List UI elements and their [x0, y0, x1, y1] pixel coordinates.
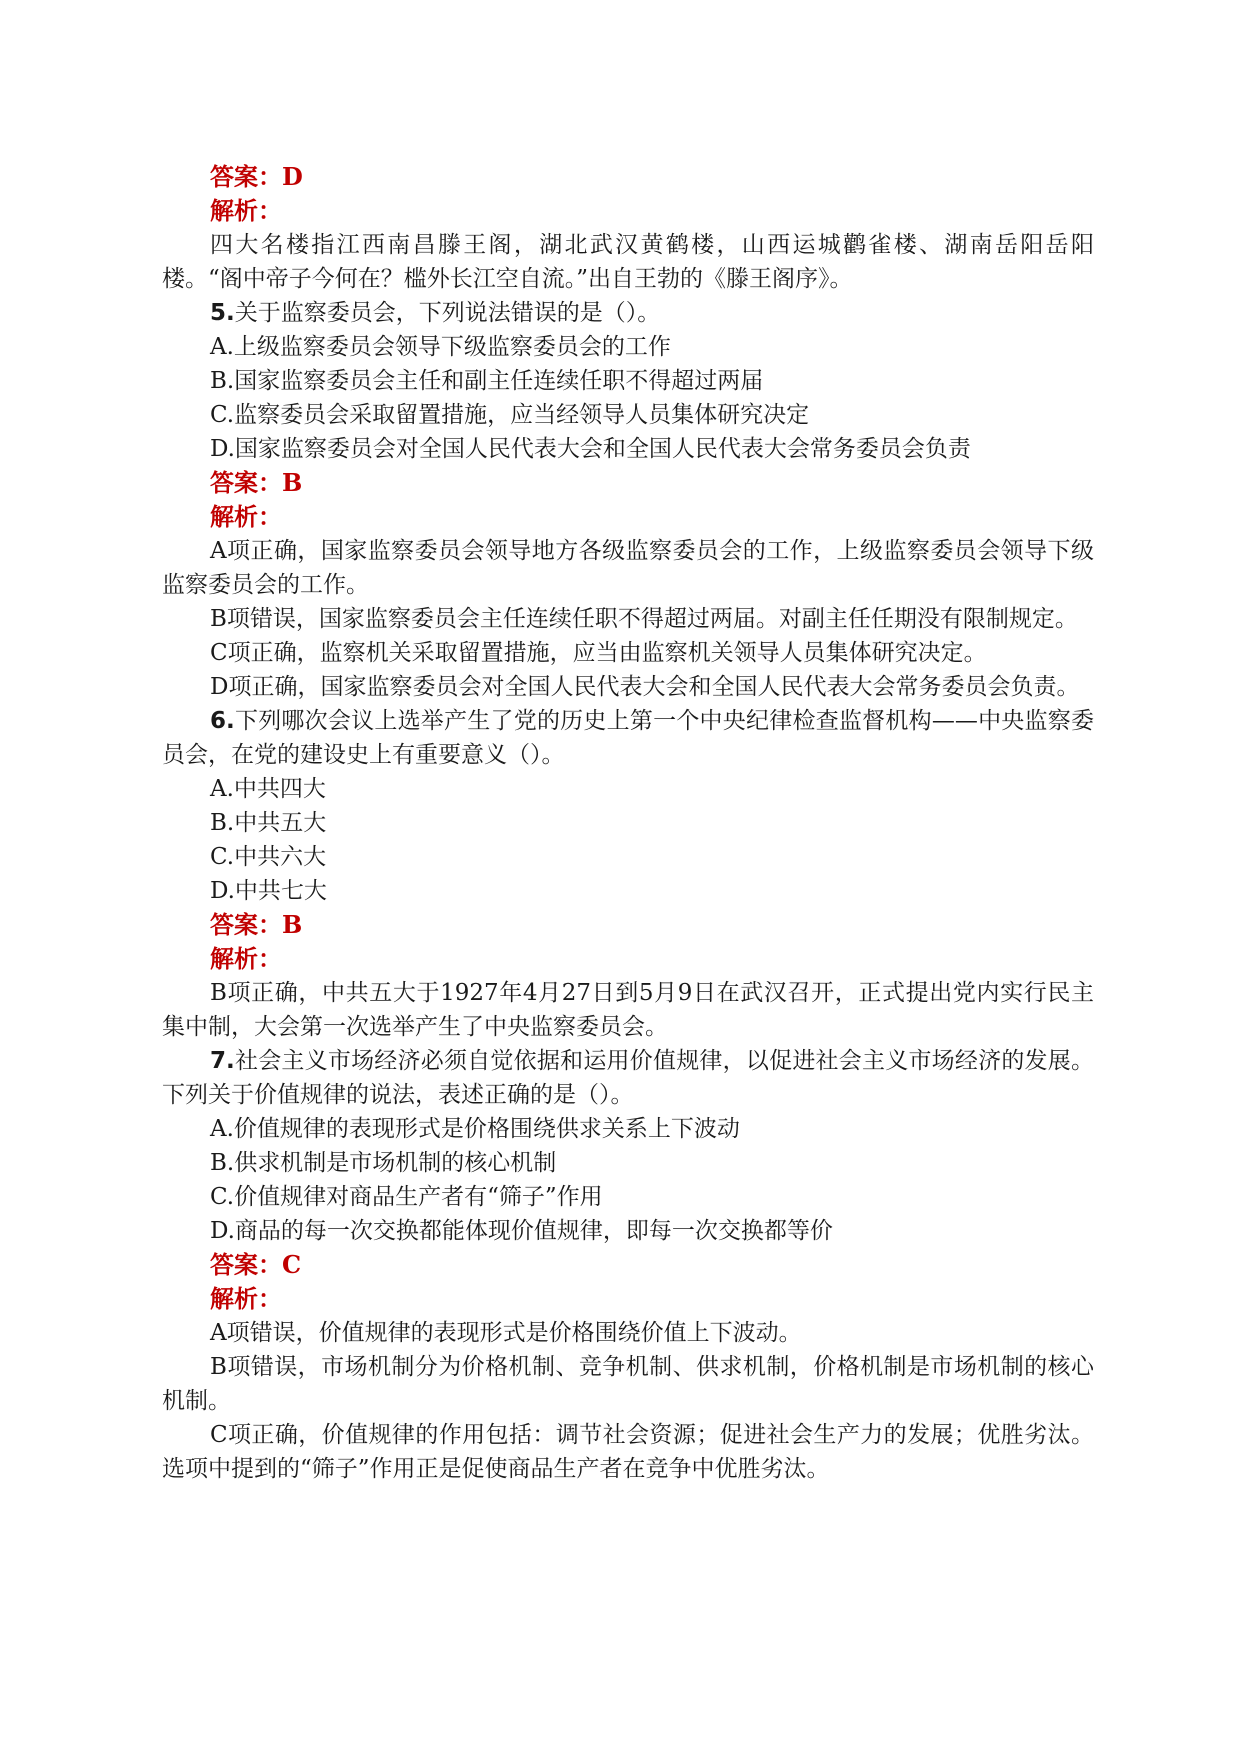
q5-option-d: D.国家监察委员会对全国人民代表大会和全国人民代表大会常务委员会负责: [210, 436, 971, 462]
q5-stem-text: 关于监察委员会，下列说法错误的是（）。: [234, 300, 661, 326]
q5-analysis-label: 解析：: [210, 502, 282, 531]
q6-analysis-b: B项正确，中共五大于1927年4月27日到5月9日在武汉召开，正式提出党内实行民主集中制，大会第一次选举产生了中央监察委员会。: [162, 980, 1094, 1040]
q5-analysis-b: B项错误，国家监察委员会主任连续任职不得超过两届。对副主任任期没有限制规定。: [210, 606, 1078, 632]
q7-option-a: A.价值规律的表现形式是价格围绕供求关系上下波动: [210, 1116, 740, 1142]
q7-analysis-a: A项错误，价值规律的表现形式是价格围绕价值上下波动。: [210, 1320, 802, 1346]
page-content: [162, 160, 1094, 1486]
q5-option-a: A.上级监察委员会领导下级监察委员会的工作: [210, 334, 671, 360]
q6-answer: 答案：B: [210, 910, 303, 939]
q7-analysis-b: B项错误，市场机制分为价格机制、竞争机制、供求机制，价格机制是市场机制的核心机制。: [162, 1354, 1094, 1414]
q5-analysis-a: A项正确，国家监察委员会领导地方各级监察委员会的工作，上级监察委员会领导下级监察委员会的工作。: [162, 538, 1094, 598]
q7-analysis-label: 解析：: [210, 1284, 282, 1313]
q7-option-b: B.供求机制是市场机制的核心机制: [210, 1150, 557, 1176]
q5-stem: [162, 296, 1094, 330]
q6-stem: [162, 704, 1094, 772]
q5-analysis-d: D项正确，国家监察委员会对全国人民代表大会和全国人民代表大会常务委员会负责。: [210, 674, 1080, 700]
q4-analysis-label: 解析：: [210, 196, 282, 225]
q6-option-c: C.中共六大: [210, 844, 327, 870]
q7-option-c: C.价值规律对商品生产者有“筛子”作用: [210, 1184, 603, 1210]
q5-number: 5.: [210, 300, 235, 326]
q5-option-b: B.国家监察委员会主任和副主任连续任职不得超过两届: [210, 368, 764, 394]
q7-stem-text: 社会主义市场经济必须自觉依据和运用价值规律，以促进社会主义市场经济的发展。下列关于价值规律的说法，表述正确的是（）。: [162, 1048, 1094, 1108]
q6-analysis-label: 解析：: [210, 944, 282, 973]
q4-analysis-text: 四大名楼指江西南昌滕王阁，湖北武汉黄鹤楼，山西运城鹳雀楼、湖南岳阳岳阳楼。“阁中帝子今何在？槛外长江空自流。”出自王勃的《滕王阁序》。: [162, 232, 1094, 292]
q4-answer: 答案：D: [210, 162, 303, 191]
q6-number: 6.: [210, 708, 235, 734]
q7-stem: [162, 1044, 1094, 1112]
q6-option-d: D.中共七大: [210, 878, 327, 904]
q5-answer: 答案：B: [210, 468, 303, 497]
q7-option-d: D.商品的每一次交换都能体现价值规律，即每一次交换都等价: [210, 1218, 833, 1244]
q7-analysis-c: C项正确，价值规律的作用包括：调节社会资源；促进社会生产力的发展；优胜劣汰。选项中提到的“筛子”作用正是促使商品生产者在竞争中优胜劣汰。: [162, 1422, 1094, 1482]
q5-analysis-c: C项正确，监察机关采取留置措施，应当由监察机关领导人员集体研究决定。: [210, 640, 987, 666]
q6-stem-text: 下列哪次会议上选举产生了党的历史上第一个中央纪律检查监督机构——中央监察委员会，在党的建设史上有重要意义（）。: [162, 708, 1094, 768]
q5-option-c: C.监察委员会采取留置措施，应当经领导人员集体研究决定: [210, 402, 810, 428]
q6-option-a: A.中共四大: [210, 776, 326, 802]
q7-answer: 答案：C: [210, 1250, 302, 1279]
q6-option-b: B.中共五大: [210, 810, 327, 836]
q7-number: 7.: [210, 1048, 235, 1074]
